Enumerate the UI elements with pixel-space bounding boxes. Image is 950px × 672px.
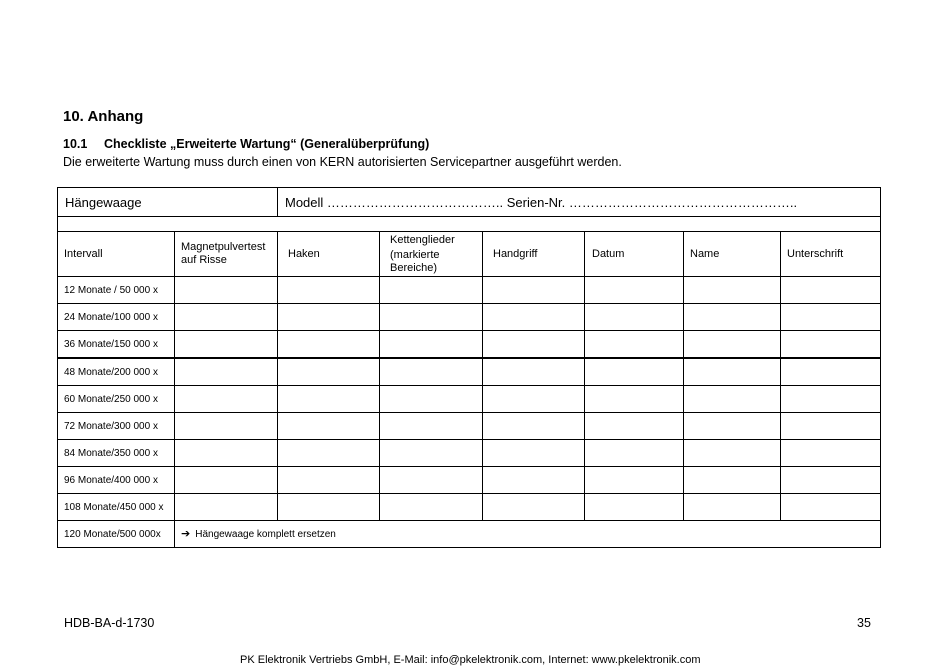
interval-cell: 12 Monate / 50 000 x bbox=[58, 277, 175, 304]
empty-cell bbox=[585, 494, 684, 521]
model-serial-field: Modell ………………………………….. Serien-Nr. …………………………………………….. bbox=[278, 188, 881, 217]
table-row bbox=[58, 467, 881, 494]
empty-cell bbox=[781, 494, 881, 521]
empty-cell bbox=[684, 440, 781, 467]
empty-cell bbox=[585, 358, 684, 386]
empty-cell bbox=[175, 358, 278, 386]
header-date: Datum bbox=[585, 232, 684, 277]
empty-cell bbox=[483, 304, 585, 331]
empty-cell bbox=[585, 304, 684, 331]
section-heading: 10. Anhang bbox=[63, 108, 144, 125]
empty-cell bbox=[585, 440, 684, 467]
header-interval: Intervall bbox=[58, 232, 175, 277]
empty-cell bbox=[684, 304, 781, 331]
empty-cell bbox=[175, 467, 278, 494]
empty-cell bbox=[278, 494, 380, 521]
table-row bbox=[58, 440, 881, 467]
empty-cell bbox=[278, 277, 380, 304]
replace-note bbox=[175, 521, 881, 548]
empty-cell bbox=[278, 467, 380, 494]
header-magnet-line1: Magnetpulvertest bbox=[181, 241, 266, 253]
table-row-final bbox=[58, 521, 881, 548]
empty-cell bbox=[684, 467, 781, 494]
empty-cell bbox=[380, 358, 483, 386]
header-chain-line2: (markierte bbox=[390, 248, 440, 261]
header-chain-line3: Bereiche) bbox=[390, 261, 438, 274]
header-hook: Haken bbox=[278, 232, 380, 277]
empty-cell bbox=[483, 386, 585, 413]
empty-cell bbox=[380, 494, 483, 521]
interval-cell: 96 Monate/400 000 x bbox=[58, 467, 175, 494]
header-chain-links bbox=[380, 232, 483, 277]
empty-cell bbox=[585, 413, 684, 440]
interval-cell: 36 Monate/150 000 x bbox=[58, 331, 175, 359]
replace-note-text: Hängewaage komplett ersetzen bbox=[195, 528, 336, 540]
empty-cell bbox=[278, 331, 380, 359]
empty-cell bbox=[278, 440, 380, 467]
table-row bbox=[58, 413, 881, 440]
interval-rows bbox=[58, 277, 881, 521]
interval-cell: 84 Monate/350 000 x bbox=[58, 440, 175, 467]
empty-cell bbox=[781, 304, 881, 331]
table-row bbox=[58, 331, 881, 359]
empty-cell bbox=[483, 331, 585, 359]
document-id: HDB-BA-d-1730 bbox=[64, 616, 155, 630]
empty-cell bbox=[781, 386, 881, 413]
empty-cell bbox=[781, 358, 881, 386]
header-magnet-line2: auf Risse bbox=[181, 254, 227, 266]
empty-cell bbox=[585, 331, 684, 359]
empty-cell bbox=[684, 331, 781, 359]
empty-cell bbox=[380, 304, 483, 331]
empty-cell bbox=[278, 413, 380, 440]
empty-cell bbox=[175, 440, 278, 467]
empty-cell bbox=[175, 331, 278, 359]
table-row bbox=[58, 494, 881, 521]
empty-cell bbox=[781, 277, 881, 304]
empty-cell bbox=[175, 413, 278, 440]
empty-cell bbox=[483, 494, 585, 521]
empty-cell bbox=[483, 440, 585, 467]
empty-cell bbox=[278, 358, 380, 386]
interval-cell: 72 Monate/300 000 x bbox=[58, 413, 175, 440]
empty-cell bbox=[278, 386, 380, 413]
empty-cell bbox=[483, 467, 585, 494]
empty-cell bbox=[781, 440, 881, 467]
empty-cell bbox=[684, 358, 781, 386]
empty-cell bbox=[175, 494, 278, 521]
subsection-heading bbox=[63, 137, 429, 151]
empty-cell bbox=[781, 413, 881, 440]
header-magnet-test bbox=[175, 232, 278, 277]
spacer-cell bbox=[58, 217, 881, 232]
empty-cell bbox=[380, 277, 483, 304]
header-signature: Unterschrift bbox=[781, 232, 881, 277]
interval-cell: 120 Monate/500 000x bbox=[58, 521, 175, 548]
arrow-right-icon: ➔ bbox=[181, 527, 191, 540]
subsection-number: 10.1 bbox=[63, 137, 88, 151]
table-row bbox=[58, 386, 881, 413]
empty-cell bbox=[781, 331, 881, 359]
table-row bbox=[58, 358, 881, 386]
scale-label: Hängewaage bbox=[58, 188, 278, 217]
page-number: 35 bbox=[857, 616, 871, 630]
empty-cell bbox=[380, 467, 483, 494]
empty-cell bbox=[175, 277, 278, 304]
table-row bbox=[58, 304, 881, 331]
interval-cell: 108 Monate/450 000 x bbox=[58, 494, 175, 521]
empty-cell bbox=[380, 440, 483, 467]
empty-cell bbox=[483, 358, 585, 386]
interval-cell: 24 Monate/100 000 x bbox=[58, 304, 175, 331]
header-row bbox=[58, 232, 881, 277]
empty-cell bbox=[684, 277, 781, 304]
interval-cell: 60 Monate/250 000 x bbox=[58, 386, 175, 413]
empty-cell bbox=[781, 467, 881, 494]
header-name: Name bbox=[684, 232, 781, 277]
header-chain-line1: Kettenglieder bbox=[390, 233, 455, 246]
spacer-row bbox=[58, 217, 881, 232]
header-handle: Handgriff bbox=[483, 232, 585, 277]
empty-cell bbox=[684, 386, 781, 413]
empty-cell bbox=[684, 494, 781, 521]
checklist-table bbox=[57, 187, 881, 548]
empty-cell bbox=[278, 304, 380, 331]
empty-cell bbox=[585, 467, 684, 494]
empty-cell bbox=[380, 331, 483, 359]
subsection-title: Checkliste „Erweiterte Wartung“ (Generalüberprüfung) bbox=[104, 137, 430, 151]
table-title-row bbox=[58, 188, 881, 217]
empty-cell bbox=[175, 304, 278, 331]
empty-cell bbox=[483, 413, 585, 440]
empty-cell bbox=[585, 277, 684, 304]
company-footer: PK Elektronik Vertriebs GmbH, E-Mail: info@pkelektronik.com, Internet: www.pkelektronik.com bbox=[240, 654, 701, 666]
intro-text: Die erweiterte Wartung muss durch einen von KERN autorisierten Servicepartner ausgeführt werden. bbox=[63, 155, 622, 169]
table-row bbox=[58, 277, 881, 304]
empty-cell bbox=[684, 413, 781, 440]
interval-cell: 48 Monate/200 000 x bbox=[58, 358, 175, 386]
empty-cell bbox=[380, 386, 483, 413]
empty-cell bbox=[483, 277, 585, 304]
empty-cell bbox=[585, 386, 684, 413]
empty-cell bbox=[380, 413, 483, 440]
empty-cell bbox=[175, 386, 278, 413]
